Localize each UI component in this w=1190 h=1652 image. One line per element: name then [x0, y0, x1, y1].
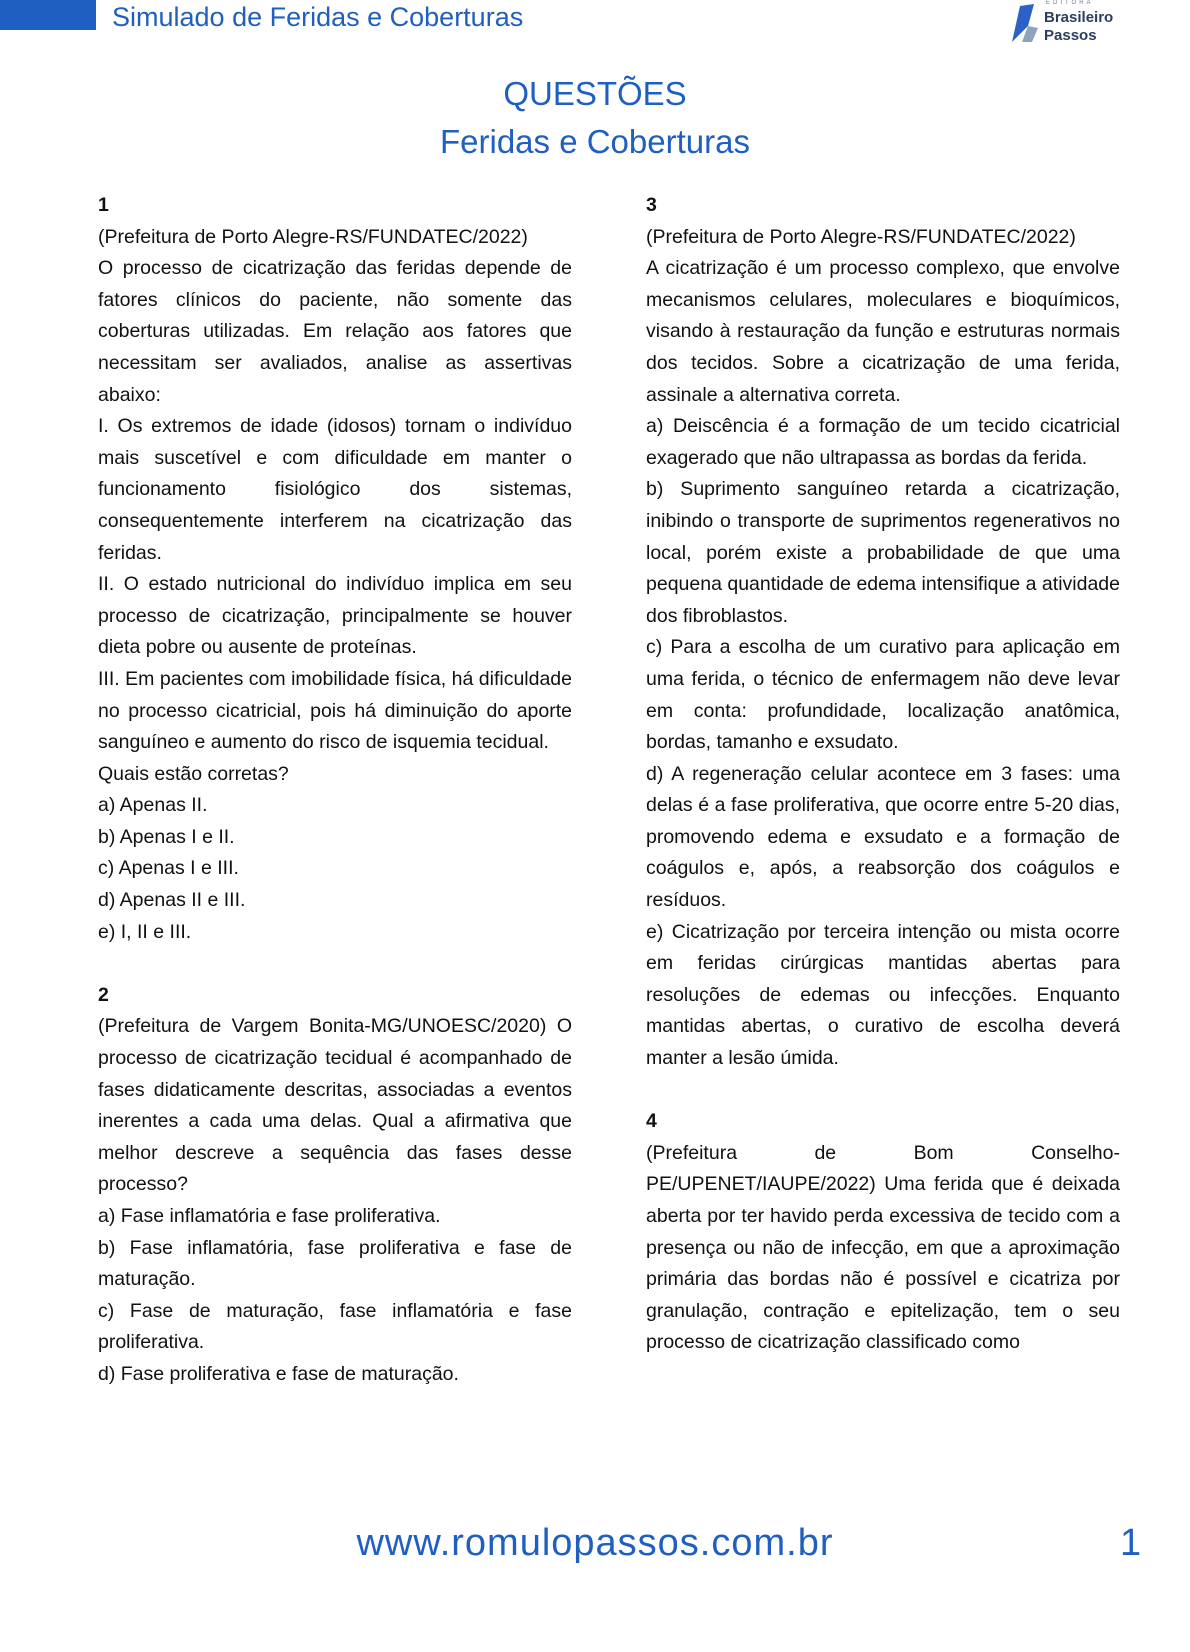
option-e: e) I, II e III.: [98, 920, 192, 943]
question-number: 1: [98, 194, 109, 216]
question-source: (Prefeitura de Bom Conselho-PE/UPENET/IAUPE/2022): [646, 1141, 1120, 1196]
option-b: b) Fase inflamatória, fase proliferativa e fase de maturação.: [98, 1236, 572, 1291]
question-stem: O processo de cicatrização das feridas depende de fatores clínicos do paciente, não somente das coberturas utilizadas. Em relação aos fatores que necessitam ser avaliados, analise as assertivas abaixo:: [98, 257, 572, 406]
option-d: d) Fase proliferativa e fase de maturação.: [98, 1362, 459, 1385]
question-source-and-stem: [98, 1011, 572, 1201]
logo-line-2: Passos: [1044, 27, 1097, 44]
question-3: [646, 190, 1120, 1075]
question-number: 2: [98, 983, 109, 1006]
question-source: (Prefeitura de Porto Alegre-RS/FUNDATEC/2022): [646, 225, 1076, 248]
assertion-3: III. Em pacientes com imobilidade física, há dificuldade no processo cicatricial, pois há diminuição do aporte sanguíneo e aumento do risco de isquemia tecidual.: [98, 667, 572, 754]
spacer: [646, 1075, 1120, 1107]
header-title: Simulado de Feridas e Coberturas: [112, 2, 524, 32]
question-source-and-stem: [646, 1138, 1120, 1359]
option-b: b) Suprimento sanguíneo retarda a cicatrização, inibindo o transporte de suprimentos regenerativos no local, porém existe a probabilidade de que uma pequena quantidade de edema intensifique a atividade dos fibroblastos.: [646, 478, 1120, 627]
question-source: (Prefeitura de Porto Alegre-RS/FUNDATEC/2022): [98, 225, 528, 248]
option-c: c) Fase de maturação, fase inflamatória e fase proliferativa.: [98, 1299, 572, 1354]
question-prompt: Quais estão corretas?: [98, 762, 289, 785]
page-title-line-1: QUESTÕES: [503, 75, 687, 112]
option-c: c) Para a escolha de um curativo para aplicação em uma ferida, o técnico de enfermagem não deve levar em conta: profundidade, localização anatômica, bordas, tamanho e exsudato.: [646, 636, 1120, 754]
question-stem: A cicatrização é um processo complexo, que envolve mecanismos celulares, moleculares e bioquímicos, visando à restauração da função e estruturas normais dos tecidos. Sobre a cicatrização de uma ferida, assinale a alternativa correta.: [646, 257, 1120, 406]
right-column: [646, 190, 1120, 1359]
page-title-line-2: Feridas e Coberturas: [440, 123, 750, 160]
page-title: [0, 70, 1190, 166]
option-c: c) Apenas I e III.: [98, 857, 239, 880]
option-e: e) Cicatrização por terceira intenção ou mista ocorre em feridas cirúrgicas mantidas abertas para resoluções de edemas ou infecções. Enquanto mantidas abertas, o curativo de escolha deverá manter a lesão úmida.: [646, 920, 1120, 1070]
question-stem: Uma ferida que é deixada aberta por ter havido perda excessiva de tecido com a presença ou não de infecção, em que a aproximação primária das bordas não é possível e cicatriza por granulação, contração e epitelização, tem o seu processo de cicatrização classificado como: [646, 1173, 1121, 1354]
option-a: a) Fase inflamatória e fase proliferativa.: [98, 1205, 441, 1227]
question-2: [98, 980, 572, 1391]
left-column: [98, 190, 572, 1391]
question-stem: O processo de cicatrização tecidual é acompanhado de fases didaticamente descritas, associadas a eventos inerentes a cada uma delas. Qual a afirmativa que melhor descreve a sequência das fases desse processo?: [98, 1015, 572, 1196]
option-d: d) A regeneração celular acontece em 3 fases: uma delas é a fase proliferativa, que ocorre entre 5-20 dias, promovendo edema e exsudato e a formação de coágulos e, após, a reabsorção dos coágulos e resíduos.: [646, 762, 1120, 912]
header-accent-bar: [0, 0, 96, 30]
logo-mark-icon: [1010, 2, 1040, 44]
question-number: 4: [646, 1110, 657, 1133]
spacer: [98, 948, 572, 980]
assertion-2: II. O estado nutricional do indivíduo implica em seu processo de cicatrização, principalmente se houver dieta pobre ou ausente de proteínas.: [98, 573, 572, 659]
logo-line-1: Brasileiro: [1044, 9, 1114, 26]
question-number: 3: [646, 194, 657, 216]
publisher-logo: [1010, 0, 1120, 46]
question-source: (Prefeitura de Vargem Bonita-MG/UNOESC/2020): [98, 1015, 547, 1038]
option-a: a) Apenas II.: [98, 794, 208, 817]
question-1: [98, 190, 572, 948]
question-4: [646, 1106, 1120, 1359]
option-b: b) Apenas I e II.: [98, 825, 235, 848]
logo-small-text: EDITORA: [1046, 0, 1094, 6]
footer-website-link[interactable]: www.romulopassos.com.br: [356, 1522, 834, 1564]
option-d: d) Apenas II e III.: [98, 889, 246, 912]
assertion-1: I. Os extremos de idade (idosos) tornam o indivíduo mais suscetível e com dificuldade em manter o funcionamento fisiológico dos sistemas, consequentemente interferem na cicatrização das feridas.: [98, 415, 572, 564]
option-a: a) Deiscência é a formação de um tecido cicatricial exagerado que não ultrapassa as bordas da ferida.: [646, 415, 1120, 469]
page-number: 1: [1120, 1522, 1142, 1564]
